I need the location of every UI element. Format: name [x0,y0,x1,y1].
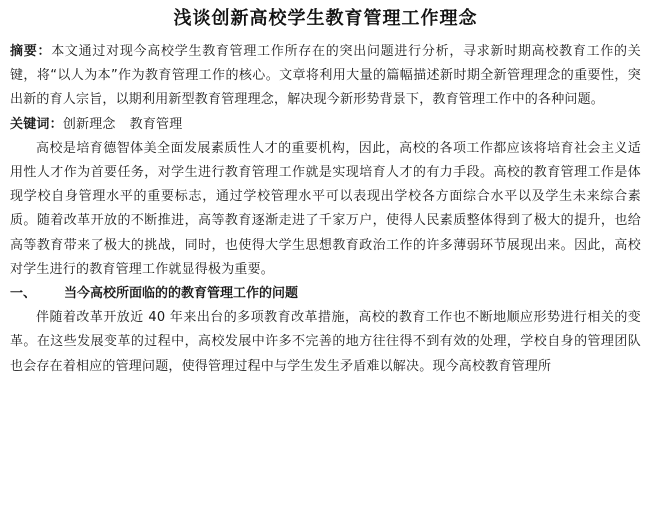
document-page [0,6,647,523]
keyword-item: 创新理念 [62,116,116,132]
document-title: 浅谈创新高校学生教育管理工作理念 [173,8,478,29]
keyword-item: 教育管理 [129,116,183,132]
section-paragraph: 伴随着改革开放近 40 年来出台的多项教育改革措施，高校的教育工作也不断地顺应形势进行相关的变革。在这些发展变革的过程中，高校发展中许多不完善的地方往往得不到有效的处理，学校自身的管理团队也会存在着相应的管理问题，使得管理过程中与学生发生矛盾难以解决。现今高校教育管理所 [10,310,641,374]
section-number: 一、 [10,286,37,302]
abstract-label: 摘要： [10,44,52,59]
keywords-line [10,113,641,137]
section-heading [10,282,641,306]
abstract-paragraph [10,40,641,113]
keywords-label: 关键词： [10,116,63,132]
abstract-text: 本文通过对现今高校学生教育管理工作所存在的突出问题进行分析，寻求新时期高校教育工作的关键，将“以人为本”作为教育管理工作的核心。文章将利用大量的篇幅描述新时期全新管理理念的重要性，突出新的育人宗旨，以期利用新型教育管理理念，解决现今新形势背景下，教育管理工作中的各种问题。 [10,44,641,108]
section-heading-text: 当今高校所面临的的教育管理工作的问题 [64,286,299,302]
intro-paragraph: 高校是培育德智体美全面发展素质性人才的重要机构，因此，高校的各项工作都应该将培育社会主义适用性人才作为首要任务，对学生进行教育管理工作就是实现培育人才的有力手段。高校的教育管理工作是体现学校自身管理水平的重要标志，通过学校管理水平可以表现出学校各方面综合水平以及学生未来综合素质。随着改革开放的不断推进，高等教育逐渐走进了千家万户，使得人民素质整体得到了极大的提升，也给高等教育带来了极大的挑战，同时，也使得大学生思想教育政治工作的许多薄弱环节展现出来。因此，高校对学生进行的教育管理工作就显得极为重要。 [10,140,641,277]
